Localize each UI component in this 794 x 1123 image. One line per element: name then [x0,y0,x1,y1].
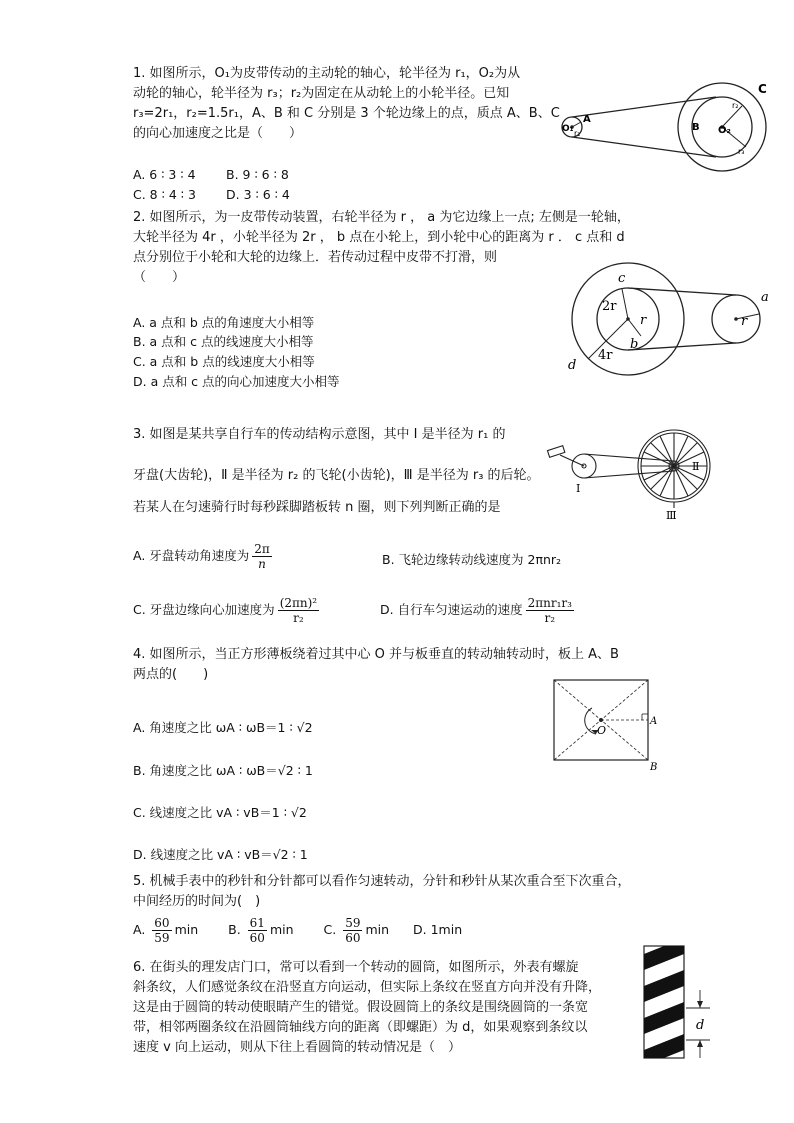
q4-option-a: A. 角速度之比 ωA ∶ ωB＝1 ∶ √2 [133,720,313,735]
q3-option-d [380,594,577,626]
q2-line-4: （ ） [133,270,186,285]
q4-line-2: 两点的( ) [133,667,209,682]
q1-label-b: B [692,122,700,133]
q1-label-r3: r₃ [738,147,745,156]
q5-option-c-label: C. [323,922,337,937]
q4-label-o: O [597,724,607,737]
q6-line-2: 斜条纹，人们感觉条纹在沿竖直方向运动，但实际上条纹在竖直方向并没有升降， [133,980,602,995]
q5-options-row [133,913,462,947]
q1-label-c: C [758,82,767,96]
q1-line-4: 的向心加速度之比是（ ） [133,126,303,141]
q5-option-a-unit: min [174,922,199,937]
q5-option-b-fraction [248,916,267,945]
q1-belt-figure [556,80,772,180]
q5-option-c-den: 60 [345,931,361,945]
q5-option-a-num: 60 [154,916,170,930]
q2-option-a: A. a 点和 b 点的角速度大小相等 [133,315,315,330]
q5-line-1: 5. 机械手表中的秒针和分针都可以看作匀速转动，分针和秒针从某次重合至下次重合， [133,874,631,889]
q6-barber-pole-figure [640,944,720,1060]
q1-option-d: D. 3 ∶ 6 ∶ 4 [226,187,290,202]
q3-option-d-fraction [526,596,574,625]
q3-label-iii: Ⅲ [666,509,677,520]
q3-option-d-den: r₂ [544,611,556,625]
q3-label-ii: Ⅱ [692,460,700,473]
q4-option-c: C. 线速度之比 vA ∶ vB＝1 ∶ √2 [133,805,307,820]
q1-label-r1: r₁ [574,129,581,138]
q3-option-c-text: C. 牙盘边缘向心加速度为 [133,602,275,617]
q2-label-d: d [568,358,577,373]
q5-option-c-fraction [343,916,362,945]
q3-option-a-den: n [258,557,266,571]
q2-line-1: 2. 如图所示，为一皮带传动装置，右轮半径为 r ， a 为它边缘上一点; 左侧是一轮轴， [133,210,630,225]
q4-option-d: D. 线速度之比 vA ∶ vB＝√2 ∶ 1 [133,847,308,862]
q2-label-4r: 4r [598,348,613,363]
q3-option-d-text: D. 自行车匀速运动的速度 [380,602,523,617]
q3-line-3: 若某人在匀速骑行时每秒踩脚踏板转 n 圈，则下列判断正确的是 [133,500,501,515]
q1-label-r2: r₂ [732,101,739,110]
q5-option-d: D. 1min [413,922,463,937]
q2-label-a: a [761,290,769,305]
q2-label-r-right: r [741,314,748,329]
q3-option-c-fraction [278,596,319,625]
q2-option-b: B. a 点和 c 点的线速度大小相等 [133,334,314,349]
q3-option-b: B. 飞轮边缘转动线速度为 2πnr₂ [382,552,562,567]
q4-label-a: A [650,716,658,727]
q5-option-b-den: 60 [249,931,265,945]
q1-line-3: r₃=2r₁，r₂=1.5r₁，A、B 和 C 分别是 3 个轮边缘上的点，质点 A、B、C [133,106,560,121]
q6-label-d: d [696,1018,705,1033]
q5-option-c-unit: min [365,922,390,937]
q3-label-i: Ⅰ [576,482,581,495]
q1-option-a: A. 6 ∶ 3 ∶ 4 [133,167,196,182]
q1-label-a: A [583,114,591,125]
q3-line-1: 3. 如图是某共享自行车的传动结构示意图，其中 Ⅰ 是半径为 r₁ 的 [133,427,506,442]
q4-square-plate-figure [552,678,662,772]
q2-label-b: b [630,337,639,352]
q5-option-a-den: 59 [154,931,170,945]
q2-label-r-small: r [640,313,647,328]
q3-option-c [133,594,322,626]
q6-line-1: 6. 在街头的理发店门口，常可以看到一个转动的圆筒，如图所示，外表有螺旋 [133,960,579,975]
q4-line-1: 4. 如图所示，当正方形薄板绕着过其中心 O 并与板垂直的转动轴转动时，板上 A、B [133,647,619,662]
q5-option-b-label: B. [228,922,241,937]
q4-label-b: B [650,762,658,772]
q3-option-c-den: r₂ [293,611,304,625]
q3-bicycle-figure [546,428,726,520]
q2-line-2: 大轮半径为 4r ，小轮半径为 2r ， b 点在小轮上，到小轮中心的距离为 r ． c 点和 d [133,230,625,245]
q3-option-a-num: 2π [254,542,270,556]
q6-line-5: 速度 v 向上运动，则从下往上看圆筒的转动情况是（ ） [133,1040,461,1055]
q6-line-4: 带，相邻两圈条纹在沿圆筒轴线方向的距离（即螺距）为 d，如果观察到条纹以 [133,1020,588,1035]
q1-label-o1: O₁ [562,124,574,134]
q1-line-1: 1. 如图所示，O₁为皮带传动的主动轮的轴心，轮半径为 r₁，O₂为从 [133,66,521,81]
q5-line-2: 中间经历的时间为( ) [133,894,261,909]
q3-option-c-num: (2πn)² [279,596,318,610]
q5-option-a-label: A. [133,922,146,937]
q3-option-a-fraction [252,542,272,571]
q2-wheel-axle-figure [560,262,772,376]
q3-line-2: 牙盘(大齿轮)，Ⅱ 是半径为 r₂ 的飞轮(小齿轮)，Ⅲ 是半径为 r₃ 的后轮。 [133,468,540,483]
q1-label-o2: O₂ [718,125,731,136]
q3-option-a [133,540,275,572]
q2-label-2r: 2r [602,299,617,314]
q2-option-d: D. a 点和 c 点的向心加速度大小相等 [133,374,340,389]
q5-option-b-unit: min [269,922,294,937]
q1-option-b: B. 9 ∶ 6 ∶ 8 [226,167,289,182]
q1-line-2: 动轮的轴心，轮半径为 r₃；r₂为固定在从动轮上的小轮半径。已知 [133,86,510,101]
q3-option-a-text: A. 牙盘转动角速度为 [133,548,250,563]
q2-label-c: c [618,271,626,286]
q4-option-b: B. 角速度之比 ωA ∶ ωB＝√2 ∶ 1 [133,763,313,778]
q3-option-d-num: 2πnr₁r₃ [527,596,572,610]
q5-option-a-fraction [152,916,171,945]
q1-option-c: C. 8 ∶ 4 ∶ 3 [133,187,196,202]
q2-line-3: 点分别位于小轮和大轮的边缘上．若传动过程中皮带不打滑，则 [133,250,498,265]
q5-option-b-num: 61 [249,916,265,930]
q2-option-c: C. a 点和 b 点的线速度大小相等 [133,354,315,369]
q5-option-c-num: 59 [345,916,361,930]
q6-line-3: 这是由于圆筒的转动使眼睛产生的错觉。假设圆筒上的条纹是围绕圆筒的一条宽 [133,1000,589,1015]
